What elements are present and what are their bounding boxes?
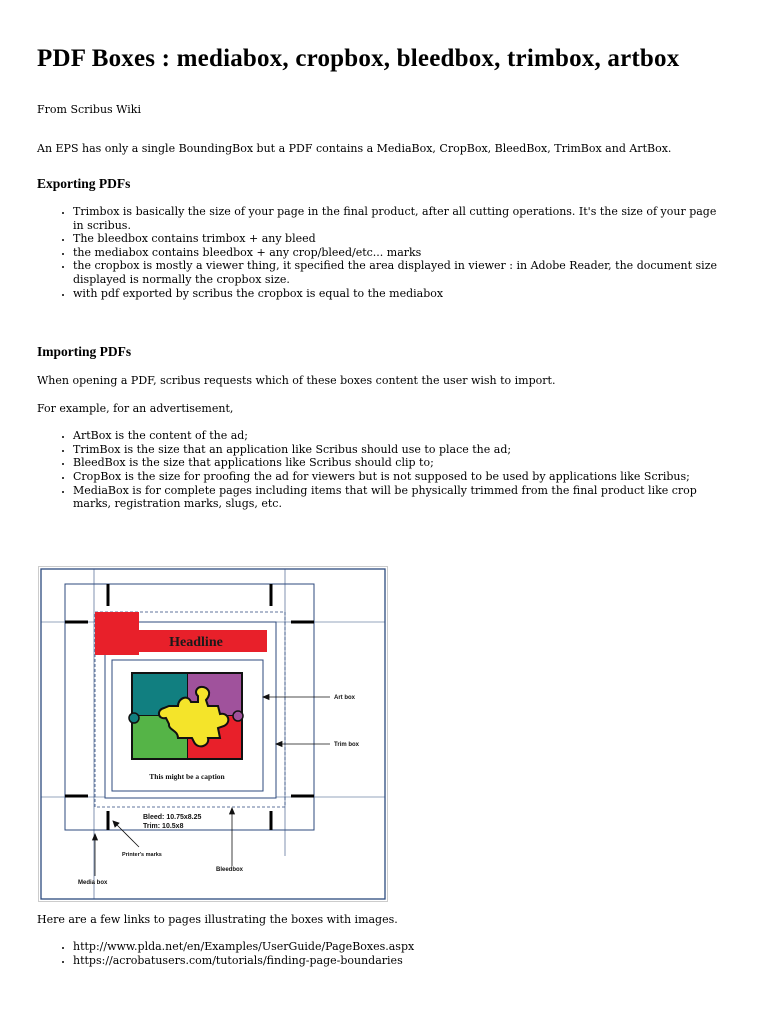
list-item: • CropBox is the size for proofing the ad for viewers but is not supposed to be used by applications like Scribus; [73, 470, 717, 484]
list-item: • the cropbox is mostly a viewer thing, it specified the area displayed in viewer : in Adobe Reader, the document size displayed is normally the cropbox size. [73, 259, 717, 286]
links-list [37, 940, 713, 967]
page-title: PDF Boxes : mediabox, cropbox, bleedbox, trimbox, artbox [37, 45, 680, 72]
list-item: • The bleedbox contains trimbox + any bleed [73, 232, 717, 246]
trim-size-label: Trim: 10.5x8 [143, 823, 184, 830]
bleed-size-label: Bleed: 10.75x8.25 [143, 814, 202, 821]
list-item: • Trimbox is basically the size of your page in the final product, after all cutting operations. It's the size of your page in scribus. [73, 205, 717, 232]
importing-list [37, 429, 717, 511]
mediabox-label: Media box [78, 880, 108, 886]
list-item [73, 940, 713, 954]
plda-link[interactable]: http://www.plda.net/en/Examples/UserGuide/PageBoxes.aspx [73, 940, 415, 953]
exporting-heading: Exporting PDFs [37, 176, 131, 191]
headline-text: Headline [169, 635, 223, 650]
list-item: • the mediabox contains bleedbox + any crop/bleed/etc... marks [73, 246, 717, 260]
source-note: From Scribus Wiki [37, 103, 141, 116]
list-item: • TrimBox is the size that an application like Scribus should use to place the ad; [73, 443, 717, 457]
example-paragraph: For example, for an advertisement, [37, 402, 234, 416]
printers-marks-label: Printer's marks [122, 852, 162, 858]
artbox-label: Art box [334, 695, 355, 701]
list-item: • with pdf exported by scribus the cropbox is equal to the mediabox [73, 287, 717, 301]
links-paragraph: Here are a few links to pages illustrating the boxes with images. [37, 913, 398, 926]
caption-text: This might be a caption [149, 772, 225, 781]
pdf-boxes-diagram [38, 566, 388, 902]
exporting-list [37, 205, 717, 300]
acrobatusers-link[interactable]: https://acrobatusers.com/tutorials/finding-page-boundaries [73, 953, 403, 967]
list-item: • BleedBox is the size that applications like Scribus should clip to; [73, 456, 717, 470]
puzzle-image [129, 672, 243, 760]
importing-heading: Importing PDFs [37, 344, 132, 360]
importing-paragraph: When opening a PDF, scribus requests which of these boxes content the user wish to import. [37, 374, 556, 388]
list-item: • MediaBox is for complete pages including items that will be physically trimmed from the final product like crop marks, registration marks, slugs, etc. [73, 484, 717, 511]
trimbox-label: Trim box [334, 742, 360, 748]
intro-paragraph: An EPS has only a single BoundingBox but a PDF contains a MediaBox, CropBox, BleedBox, TrimBox and ArtBox. [37, 142, 672, 155]
article [37, 44, 718, 967]
list-item: • ArtBox is the content of the ad; [73, 429, 717, 443]
list-item [73, 954, 713, 968]
bleedbox-label: Bleedbox [216, 867, 244, 873]
